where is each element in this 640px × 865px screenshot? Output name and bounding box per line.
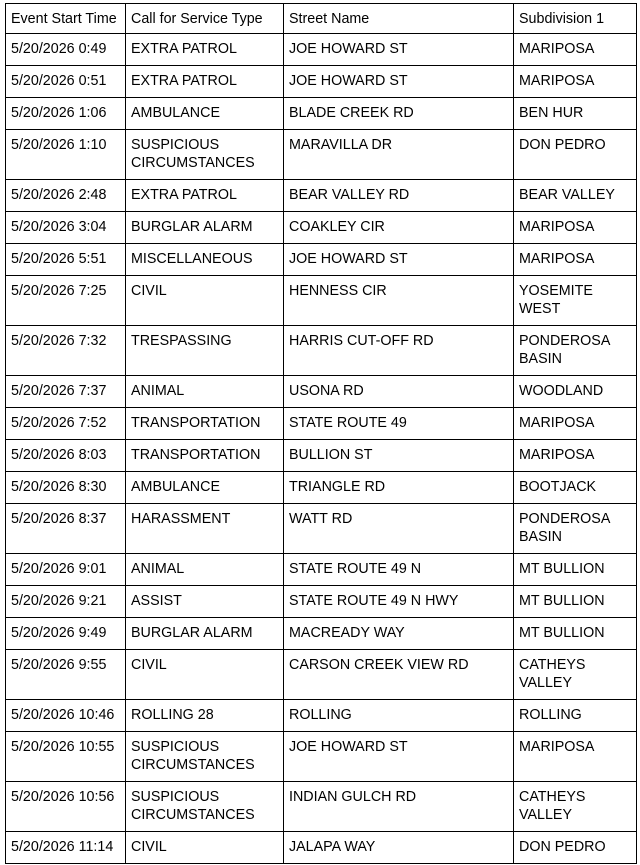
table-row <box>6 504 637 554</box>
street-name-cell: JOE HOWARD ST <box>284 244 514 276</box>
subdivision-cell: MARIPOSA <box>514 244 637 276</box>
event-start-time-cell: 5/20/2026 1:06 <box>6 98 126 130</box>
table-row <box>6 554 637 586</box>
header-event-start-time: Event Start Time <box>6 4 126 34</box>
table-row <box>6 98 637 130</box>
subdivision-cell: BOOTJACK <box>514 472 637 504</box>
subdivision-cell: MARIPOSA <box>514 732 637 782</box>
subdivision-cell: MARIPOSA <box>514 212 637 244</box>
event-start-time-cell: 5/20/2026 5:51 <box>6 244 126 276</box>
subdivision-cell: DON PEDRO <box>514 130 637 180</box>
street-name-cell: HARRIS CUT-OFF RD <box>284 326 514 376</box>
call-type-cell: HARASSMENT <box>126 504 284 554</box>
street-name-cell: JOE HOWARD ST <box>284 34 514 66</box>
event-start-time-cell: 5/20/2026 2:48 <box>6 180 126 212</box>
call-type-cell: CIVIL <box>126 276 284 326</box>
calls-for-service-table <box>5 3 637 864</box>
event-start-time-cell: 5/20/2026 7:32 <box>6 326 126 376</box>
street-name-cell: WATT RD <box>284 504 514 554</box>
street-name-cell: BULLION ST <box>284 440 514 472</box>
call-type-cell: TRANSPORTATION <box>126 440 284 472</box>
call-type-cell: ANIMAL <box>126 554 284 586</box>
subdivision-cell: CATHEYS VALLEY <box>514 782 637 832</box>
table-row <box>6 130 637 180</box>
subdivision-cell: MT BULLION <box>514 618 637 650</box>
subdivision-cell: MARIPOSA <box>514 34 637 66</box>
event-start-time-cell: 5/20/2026 7:25 <box>6 276 126 326</box>
street-name-cell: STATE ROUTE 49 N <box>284 554 514 586</box>
call-type-cell: SUSPICIOUS CIRCUMSTANCES <box>126 732 284 782</box>
subdivision-cell: BEAR VALLEY <box>514 180 637 212</box>
table-row <box>6 782 637 832</box>
event-start-time-cell: 5/20/2026 0:51 <box>6 66 126 98</box>
street-name-cell: INDIAN GULCH RD <box>284 782 514 832</box>
street-name-cell: STATE ROUTE 49 N HWY <box>284 586 514 618</box>
call-type-cell: ANIMAL <box>126 376 284 408</box>
subdivision-cell: DON PEDRO <box>514 832 637 864</box>
table-row <box>6 408 637 440</box>
header-subdivision: Subdivision 1 <box>514 4 637 34</box>
call-type-cell: CIVIL <box>126 832 284 864</box>
call-type-cell: TRANSPORTATION <box>126 408 284 440</box>
call-type-cell: AMBULANCE <box>126 472 284 504</box>
street-name-cell: JOE HOWARD ST <box>284 732 514 782</box>
call-type-cell: BURGLAR ALARM <box>126 212 284 244</box>
street-name-cell: USONA RD <box>284 376 514 408</box>
table-row <box>6 276 637 326</box>
street-name-cell: ROLLING <box>284 700 514 732</box>
table-row <box>6 618 637 650</box>
event-start-time-cell: 5/20/2026 7:37 <box>6 376 126 408</box>
subdivision-cell: ROLLING <box>514 700 637 732</box>
street-name-cell: JALAPA WAY <box>284 832 514 864</box>
table-row <box>6 440 637 472</box>
street-name-cell: STATE ROUTE 49 <box>284 408 514 440</box>
event-start-time-cell: 5/20/2026 9:21 <box>6 586 126 618</box>
call-type-cell: ROLLING 28 <box>126 700 284 732</box>
table-body <box>6 34 637 864</box>
subdivision-cell: YOSEMITE WEST <box>514 276 637 326</box>
event-start-time-cell: 5/20/2026 11:14 <box>6 832 126 864</box>
street-name-cell: COAKLEY CIR <box>284 212 514 244</box>
header-call-type: Call for Service Type <box>126 4 284 34</box>
table-row <box>6 34 637 66</box>
call-type-cell: ASSIST <box>126 586 284 618</box>
event-start-time-cell: 5/20/2026 9:49 <box>6 618 126 650</box>
call-type-cell: CIVIL <box>126 650 284 700</box>
subdivision-cell: MT BULLION <box>514 586 637 618</box>
table-row <box>6 326 637 376</box>
subdivision-cell: MARIPOSA <box>514 408 637 440</box>
subdivision-cell: BEN HUR <box>514 98 637 130</box>
event-start-time-cell: 5/20/2026 8:30 <box>6 472 126 504</box>
table-row <box>6 700 637 732</box>
table-row <box>6 586 637 618</box>
table-row <box>6 244 637 276</box>
street-name-cell: BEAR VALLEY RD <box>284 180 514 212</box>
call-type-cell: MISCELLANEOUS <box>126 244 284 276</box>
call-type-cell: EXTRA PATROL <box>126 34 284 66</box>
subdivision-cell: MARIPOSA <box>514 440 637 472</box>
event-start-time-cell: 5/20/2026 10:56 <box>6 782 126 832</box>
street-name-cell: MACREADY WAY <box>284 618 514 650</box>
event-start-time-cell: 5/20/2026 7:52 <box>6 408 126 440</box>
subdivision-cell: PONDEROSA BASIN <box>514 326 637 376</box>
event-start-time-cell: 5/20/2026 10:46 <box>6 700 126 732</box>
event-start-time-cell: 5/20/2026 9:55 <box>6 650 126 700</box>
header-street-name: Street Name <box>284 4 514 34</box>
event-start-time-cell: 5/20/2026 1:10 <box>6 130 126 180</box>
table-row <box>6 472 637 504</box>
table-row <box>6 180 637 212</box>
subdivision-cell: PONDEROSA BASIN <box>514 504 637 554</box>
table-row <box>6 376 637 408</box>
event-start-time-cell: 5/20/2026 8:37 <box>6 504 126 554</box>
header-row <box>6 4 637 34</box>
street-name-cell: BLADE CREEK RD <box>284 98 514 130</box>
table-row <box>6 732 637 782</box>
table-row <box>6 212 637 244</box>
call-type-cell: SUSPICIOUS CIRCUMSTANCES <box>126 130 284 180</box>
street-name-cell: JOE HOWARD ST <box>284 66 514 98</box>
call-type-cell: BURGLAR ALARM <box>126 618 284 650</box>
call-type-cell: AMBULANCE <box>126 98 284 130</box>
call-type-cell: SUSPICIOUS CIRCUMSTANCES <box>126 782 284 832</box>
table-row <box>6 650 637 700</box>
table-row <box>6 66 637 98</box>
event-start-time-cell: 5/20/2026 8:03 <box>6 440 126 472</box>
street-name-cell: TRIANGLE RD <box>284 472 514 504</box>
subdivision-cell: MARIPOSA <box>514 66 637 98</box>
event-start-time-cell: 5/20/2026 0:49 <box>6 34 126 66</box>
event-start-time-cell: 5/20/2026 3:04 <box>6 212 126 244</box>
street-name-cell: HENNESS CIR <box>284 276 514 326</box>
call-type-cell: TRESPASSING <box>126 326 284 376</box>
table-row <box>6 832 637 864</box>
event-start-time-cell: 5/20/2026 9:01 <box>6 554 126 586</box>
call-type-cell: EXTRA PATROL <box>126 66 284 98</box>
subdivision-cell: CATHEYS VALLEY <box>514 650 637 700</box>
event-start-time-cell: 5/20/2026 10:55 <box>6 732 126 782</box>
street-name-cell: MARAVILLA DR <box>284 130 514 180</box>
subdivision-cell: WOODLAND <box>514 376 637 408</box>
subdivision-cell: MT BULLION <box>514 554 637 586</box>
call-type-cell: EXTRA PATROL <box>126 180 284 212</box>
street-name-cell: CARSON CREEK VIEW RD <box>284 650 514 700</box>
